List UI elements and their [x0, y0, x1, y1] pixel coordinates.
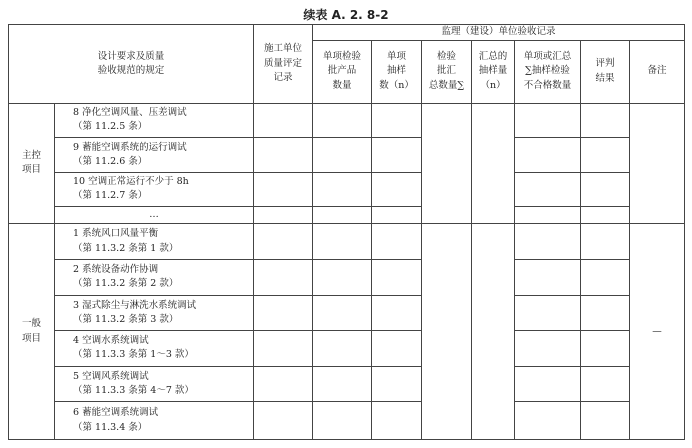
header-contractor-record: 施工单位 质量评定 记录: [254, 25, 313, 104]
header-batch-total: 检验 批汇 总数量∑: [422, 40, 472, 103]
general-item: 1 系统风口风量平衡 （第 11.3.2 条第 1 款）: [55, 224, 254, 260]
header-sample-count: 单项 抽样 数（n）: [372, 40, 422, 103]
general-item: 3 湿式除尘与淋洗水系统调试 （第 11.3.2 条第 3 款）: [55, 295, 254, 331]
general-remark: —: [630, 224, 685, 440]
ellipsis-row: …: [55, 207, 254, 224]
main-item: 8 净化空调风量、压差调试 （第 11.2.5 条）: [55, 103, 254, 138]
general-item: 5 空调风系统调试 （第 11.3.3 条第 4～7 款）: [55, 366, 254, 402]
header-supervision-record: 监理（建设）单位验收记录: [313, 25, 685, 41]
main-item: 9 蓄能空调系统的运行调试 （第 11.2.6 条）: [55, 138, 254, 173]
header-judgement: 评判 结果: [581, 40, 630, 103]
header-design-requirement: 设计要求及质量 验收规范的规定: [9, 25, 254, 104]
general-item: 2 系统设备动作协调 （第 11.3.2 条第 2 款）: [55, 260, 254, 296]
acceptance-table: [8, 24, 685, 440]
header-nonconforming: 单项或汇总 ∑抽样检验 不合格数量: [515, 40, 581, 103]
general-item: 4 空调水系统调试 （第 11.3.3 条第 1～3 款）: [55, 331, 254, 367]
table-title: 续表 A. 2. 8-2: [303, 8, 389, 22]
general-item: 6 蓄能空调系统调试 （第 11.3.4 条）: [55, 402, 254, 440]
header-total-sample: 汇总的 抽样量 （n）: [472, 40, 515, 103]
main-item: 10 空调正常运行不少于 8h （第 11.2.7 条）: [55, 172, 254, 207]
header-batch-quantity: 单项检验 批产品 数量: [313, 40, 372, 103]
main-control-label: 主控 项目: [9, 103, 55, 224]
header-remark: 备注: [630, 40, 685, 103]
general-item-label: 一般 项目: [9, 224, 55, 440]
